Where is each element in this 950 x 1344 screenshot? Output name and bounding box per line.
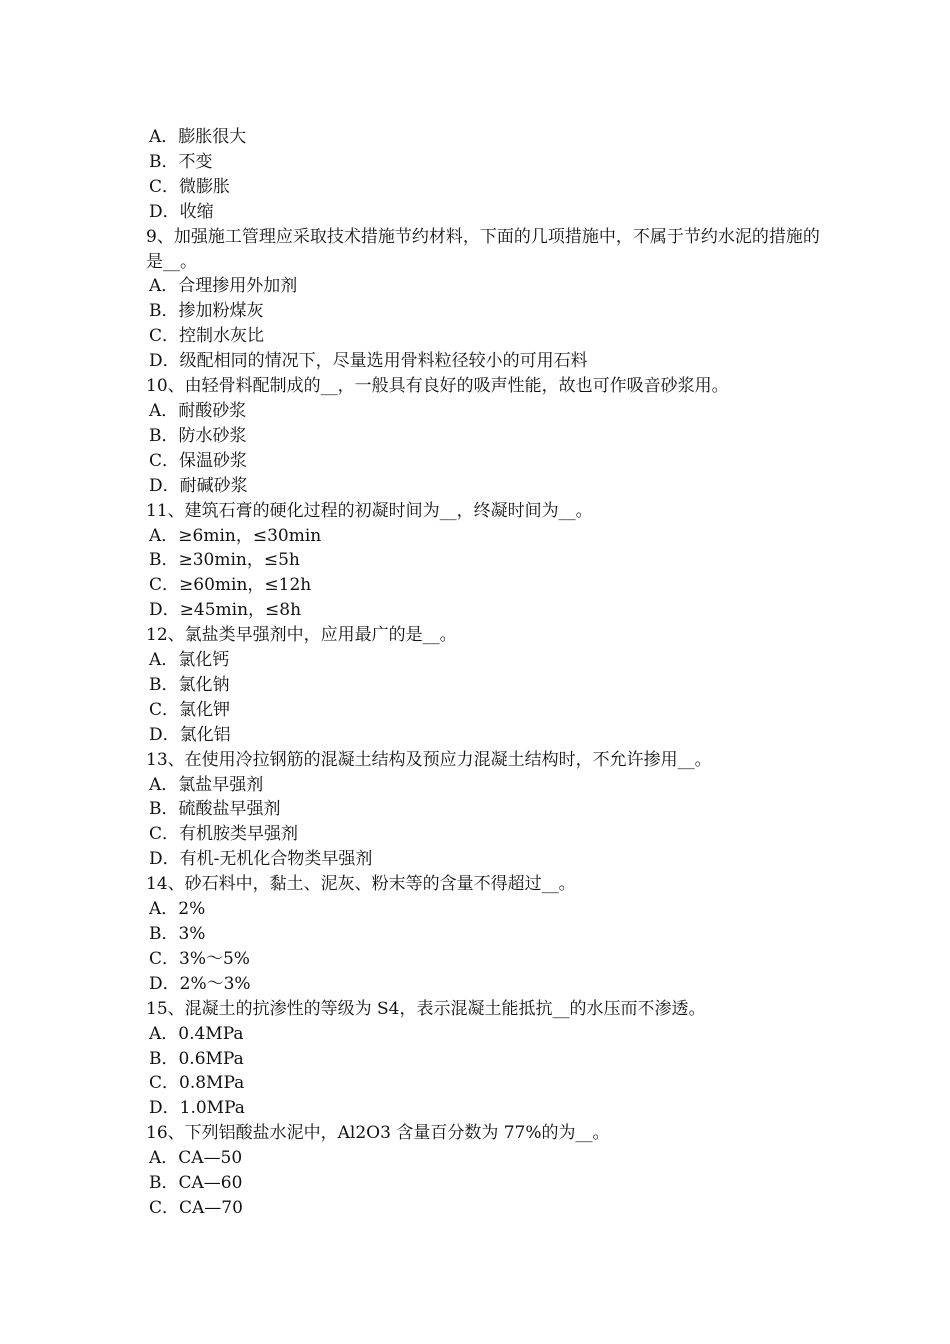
document-body bbox=[146, 125, 826, 1221]
answer-option: B．硫酸盐早强剂 bbox=[149, 799, 281, 820]
answer-option: C．氯化钾 bbox=[149, 699, 231, 720]
answer-option: B．防水砂浆 bbox=[149, 425, 247, 446]
answer-option: B．氯化钠 bbox=[149, 674, 230, 695]
question-text: 11、建筑石膏的硬化过程的初凝时间为__，终凝时间为__。 bbox=[146, 500, 593, 521]
question-text: 10、由轻骨料配制成的__，一般具有良好的吸声性能，故也可作吸音砂浆用。 bbox=[146, 376, 729, 397]
question-text: 13、在使用冷拉钢筋的混凝土结构及预应力混凝土结构时，不允许掺用__。 bbox=[146, 749, 712, 770]
answer-option: D．收缩 bbox=[149, 201, 214, 222]
answer-option: D．氯化铝 bbox=[149, 724, 231, 745]
answer-option: B．0.6MPa bbox=[149, 1048, 244, 1069]
answer-option: C．0.8MPa bbox=[149, 1073, 245, 1094]
answer-option: B．不变 bbox=[149, 151, 213, 172]
question-text: 15、混凝土的抗渗性的等级为 S4，表示混凝土能抵抗__的水压而不渗透。 bbox=[146, 998, 706, 1019]
answer-option: D．2%～3% bbox=[149, 973, 251, 994]
answer-option: A．2% bbox=[149, 899, 206, 920]
answer-option: A．膨胀很大 bbox=[149, 127, 247, 147]
question-text: 9、加强施工管理应采取技术措施节约材料，下面的几项措施中，不属于节约水泥的措施的是__。 bbox=[146, 226, 820, 272]
answer-option: B．CA—60 bbox=[149, 1173, 243, 1194]
answer-option: A．≥6min，≤30min bbox=[149, 525, 322, 546]
answer-option: B．3% bbox=[149, 924, 206, 944]
answer-option: C．控制水灰比 bbox=[149, 326, 265, 347]
answer-option: C．≥60min，≤12h bbox=[149, 575, 312, 596]
answer-option: D．级配相同的情况下，尽量选用骨料粒径较小的可用石料 bbox=[149, 351, 588, 372]
question-text: 12、氯盐类早强剂中，应用最广的是__。 bbox=[146, 625, 457, 646]
answer-option: A．氯盐早强剂 bbox=[149, 774, 264, 795]
answer-option: A．合理掺用外加剂 bbox=[149, 276, 298, 297]
answer-option: D．耐碱砂浆 bbox=[149, 475, 248, 496]
answer-option: D．1.0MPa bbox=[149, 1098, 245, 1119]
answer-option: D．有机-无机化合物类早强剂 bbox=[149, 849, 373, 870]
answer-option: D．≥45min，≤8h bbox=[149, 600, 302, 621]
answer-option: A．CA—50 bbox=[149, 1148, 243, 1169]
answer-option: B．≥30min，≤5h bbox=[149, 550, 300, 571]
question-text: 16、下列铝酸盐水泥中，Al2O3 含量百分数为 77%的为__。 bbox=[146, 1123, 610, 1144]
answer-option: C．CA—70 bbox=[149, 1197, 243, 1218]
answer-option: C．有机胺类早强剂 bbox=[149, 824, 299, 845]
answer-option: A．氯化钙 bbox=[149, 650, 230, 671]
answer-option: A．0.4MPa bbox=[149, 1023, 244, 1044]
answer-option: B．掺加粉煤灰 bbox=[149, 301, 264, 322]
answer-option: C．3%～5% bbox=[149, 948, 250, 969]
question-text: 14、砂石料中，黏土、泥灰、粉末等的含量不得超过__。 bbox=[146, 874, 576, 895]
answer-option: C．微膨胀 bbox=[149, 176, 231, 197]
answer-option: A．耐酸砂浆 bbox=[149, 400, 247, 421]
answer-option: C．保温砂浆 bbox=[149, 450, 248, 471]
